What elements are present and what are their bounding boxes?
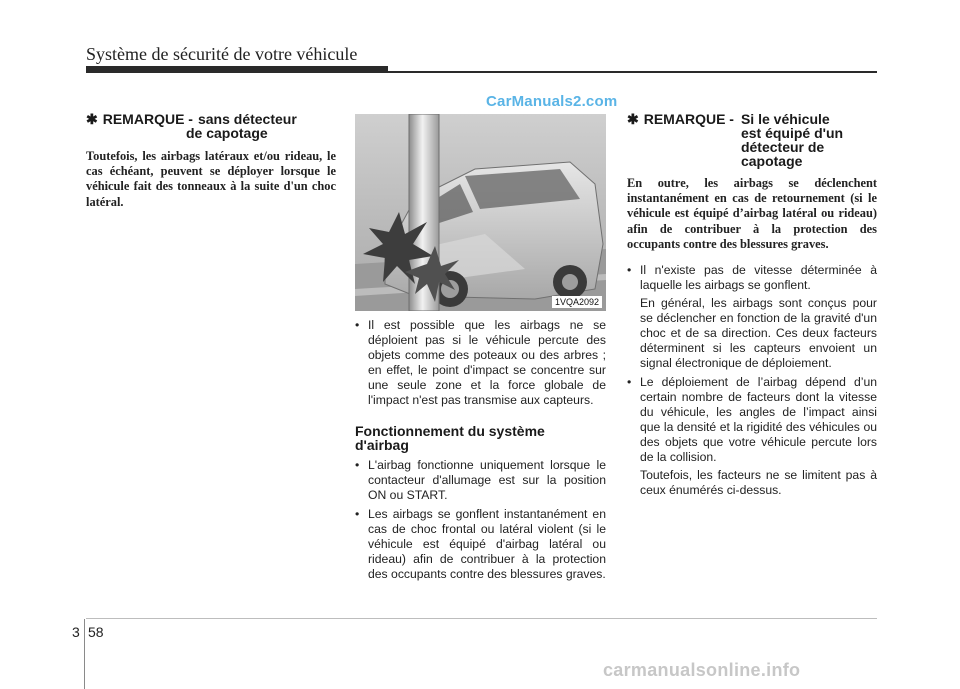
- footer-rule: [86, 618, 877, 619]
- bullet-text: Les airbags se gonflent instantanément en cas de choc frontal ou latéral violent (si le véhicule est équipé d'airbag latéral ou rideau) afin de contribuer à la protection des occupants contre des blessures graves.: [368, 507, 606, 581]
- remark-label: REMARQUE -: [643, 111, 734, 127]
- middle-column: [355, 112, 606, 586]
- remark-paragraph-left: Toutefois, les airbags latéraux et/ou rideau, le cas échéant, peuvent se déployer lorsque le véhicule fait des tonneaux à la suite d'un choc latéral.: [86, 149, 336, 209]
- remark-heading-right: [627, 112, 877, 168]
- remark-heading-left: [86, 112, 336, 140]
- bullet-text: Il est possible que les airbags ne se déploient pas si le véhicule percute des objets comme des poteaux ou des arbres ; en effet, le point d'impact se concentre sur une seule zone et la force globale de l'impact n'est pas transmise aux capteurs.: [368, 318, 606, 407]
- chapter-number: 3: [72, 624, 80, 640]
- remark-star-icon: ✱: [86, 111, 98, 127]
- list-item: [355, 507, 606, 582]
- remark-subtitle-line3: détecteur de: [740, 139, 825, 155]
- middle-bullets-bottom: [355, 458, 606, 582]
- remark-subtitle-line4: capotage: [740, 153, 803, 169]
- page-header-title: Système de sécurité de votre véhicule: [86, 44, 358, 64]
- bullet-icon: •: [627, 263, 632, 278]
- middle-bullets-top: [355, 318, 606, 408]
- watermark-top: CarManuals2.com: [486, 93, 618, 110]
- section-title-line2: d'airbag: [355, 437, 409, 453]
- bullet-icon: •: [627, 375, 632, 390]
- remark-subtitle: [185, 111, 297, 141]
- remark-subtitle: [741, 112, 843, 168]
- right-bullets: [627, 263, 877, 293]
- bullet-text: L'airbag fonctionne uniquement lorsque le contacteur d'allumage est sur la position ON ou START.: [368, 458, 606, 502]
- section-title: [355, 424, 606, 452]
- page-number: 58: [88, 624, 104, 640]
- bullet-icon: •: [355, 458, 360, 472]
- watermark-bottom: carmanualsonline.info: [603, 660, 801, 680]
- list-item: [355, 458, 606, 503]
- vehicle-pole-impact-illustration: [355, 114, 606, 311]
- remark-paragraph-right: En outre, les airbags se déclenchent instantanément en cas de retournement (si le véhicule est équipé d’airbag latéral ou rideau) afin de contribuer à la protection des occupants contre des blessures graves.: [627, 176, 877, 251]
- section-title-line1: Fonctionnement du système: [355, 423, 545, 439]
- bullet-continuation: En général, les airbags sont conçus pour se déclencher en fonction de la gravité d'un choc et de sa direction. Ces deux facteurs déterminent si les capteurs envoient un signal électronique de déploiement.: [640, 296, 877, 371]
- bullet-text: Le déploiement de l’airbag dépend d’un certain nombre de facteurs dont la vitesse du véhicule, les angles de l’impact ainsi que la densité et la rigidité des véhicules ou des objets que votre véhicule percute lors de la collision.: [640, 375, 877, 465]
- remark-subtitle-line2: est équipé d'un: [740, 125, 844, 141]
- left-column: [86, 112, 336, 210]
- list-item: [627, 375, 877, 465]
- image-code-label: 1VQA2092: [552, 296, 602, 308]
- list-item: [355, 318, 606, 408]
- bullet-icon: •: [355, 318, 360, 332]
- remark-subtitle-line2: de capotage: [185, 125, 268, 141]
- header-rule-thin: [86, 71, 877, 73]
- remark-star-icon: ✱: [627, 111, 639, 127]
- right-column: [627, 112, 877, 502]
- impact-illustration-svg: [355, 114, 606, 311]
- remark-label: REMARQUE -: [102, 111, 193, 127]
- remark-subtitle-line1: sans détecteur: [197, 111, 297, 127]
- bullet-continuation: Toutefois, les facteurs ne se limitent pas à ceux énumérés ci-dessus.: [640, 468, 877, 498]
- right-bullets-2: [627, 375, 877, 465]
- bullet-text: Il n'existe pas de vitesse déterminée à laquelle les airbags se gonflent.: [640, 263, 877, 293]
- page-number-divider: [84, 619, 85, 689]
- bullet-icon: •: [355, 507, 360, 521]
- remark-subtitle-line1: Si le véhicule: [740, 111, 830, 127]
- list-item: [627, 263, 877, 293]
